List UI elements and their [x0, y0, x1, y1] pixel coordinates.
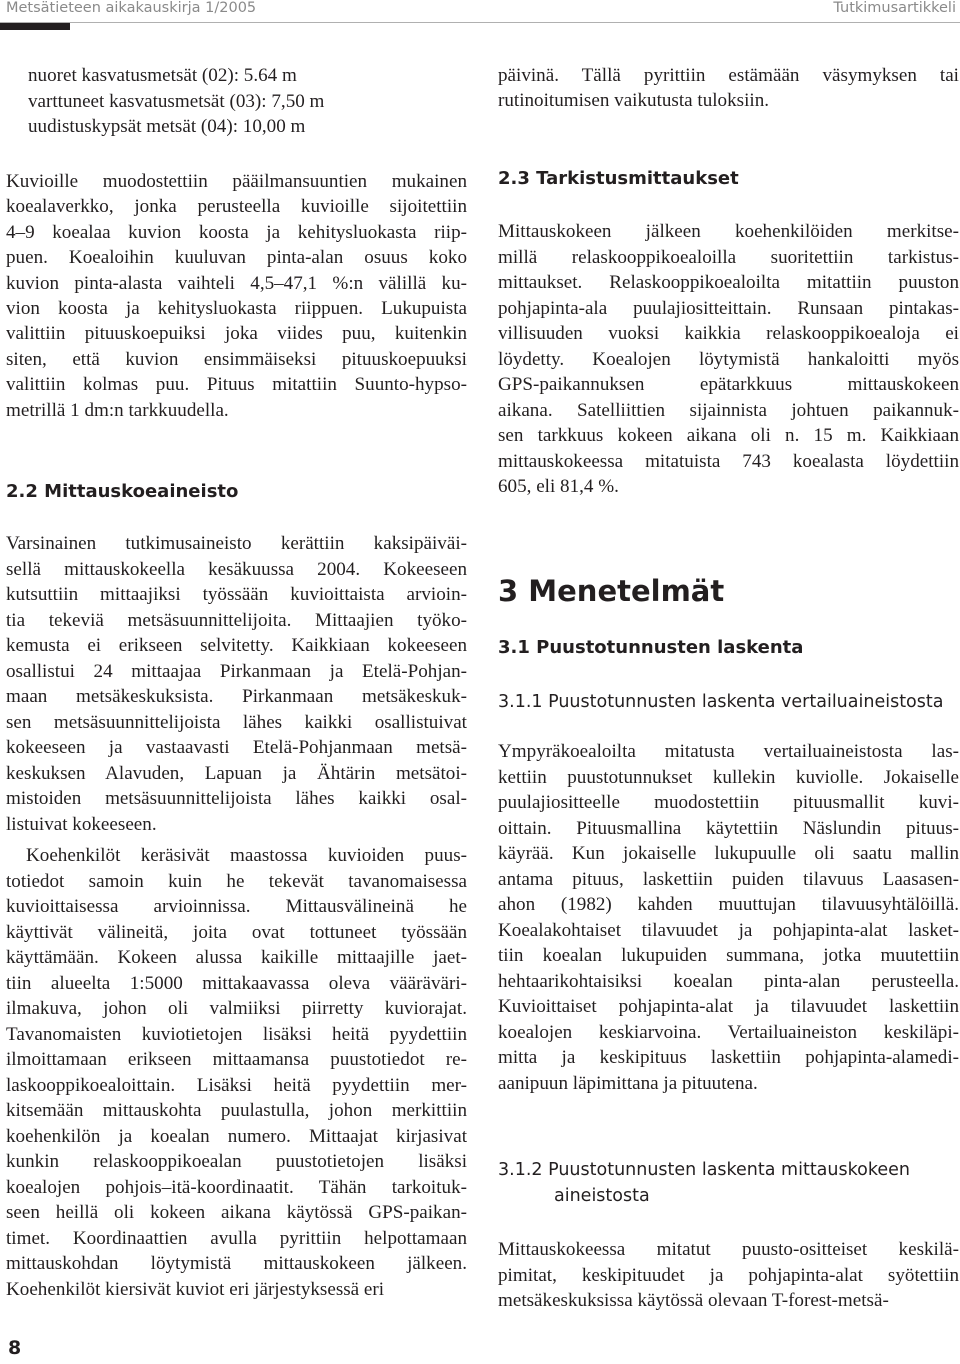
running-header: [0, 0, 960, 26]
text-line: 4–9 koealaa kuvion koosta ja kehitysluokasta riip-: [6, 221, 467, 243]
list-item: uudistuskypsät metsät (04): 10,00 m: [28, 116, 306, 137]
text-line: koealojen pohjois–itä-koordinaatit. Tähän tarkoituk-: [6, 1176, 467, 1198]
text-line: villisuuden vuoksi kaikkia relaskooppikoealoja ei: [498, 323, 959, 344]
text-line: kettiin puustotunnukset kullekin kuviolle. Jokaiselle: [498, 766, 959, 788]
text-line: valittiin kolmas puu. Pituus mitattiin Suunto-hypso-: [6, 374, 467, 396]
text-line: vion koosta ja kehitysluokasta riippuen. Lukupuista: [6, 298, 467, 319]
list-item: varttuneet kasvatusmetsät (03): 7,50 m: [28, 91, 325, 112]
text-line: mittauskokeessa mitatuista 743 koealasta löydettiin: [498, 450, 959, 472]
heading-3-1-2: 3.1.2 Puustotunnusten laskenta mittauskokeen: [498, 1160, 910, 1180]
text-line: siten, että kuvion ensimmäiseksi pituuskoepuuksi: [6, 348, 467, 370]
text-line: hehtaarikohtaisiksi koealan pinta-alan perusteella.: [498, 970, 959, 992]
text-line: käyttämään. Kokeen alussa kaikille mittaajille jaet-: [6, 947, 467, 968]
text-line: Ympyräkoealoilta mitatusta vertailuaineistosta las-: [498, 741, 959, 762]
text-line: kitsemään mittauskohta puulastulla, johon merkittiin: [6, 1100, 467, 1121]
text-line: puulajiositteelle muodostettiin pituusmallit kuvi-: [498, 792, 959, 813]
text-line: Koehenkilöt kiersivät kuviot eri järjestyksessä eri: [6, 1278, 385, 1300]
text-line: kuvion pinta-alasta vaihteli 4,5–47,1 %:n välillä ku-: [6, 272, 467, 294]
text-line: kokeeseen ja vastaavasti Etelä-Pohjanmaan metsä-: [6, 737, 467, 758]
heading-3-1-1: 3.1.1 Puustotunnusten laskenta vertailuaineistosta: [498, 692, 944, 712]
text-line: mittauskohdan löytymistä mittauskokeen jälkeen.: [6, 1253, 467, 1274]
text-line: keskuksen Alavuden, Lapuan ja Ähtärin metsätoi-: [6, 762, 467, 784]
text-line: Mittauskokeessa mitatut puusto-ositteiset keskilä-: [498, 1239, 959, 1260]
text-line: antama pituus, laskettiin puiden tilavuus Laasasen-: [498, 868, 959, 890]
text-line: totiedot samoin kuin he tekevät tavanomaisessa: [6, 870, 467, 892]
text-line: kutsuttiin mittaajiksi työssään kuvioittaista arvioin-: [6, 584, 467, 605]
text-line: käyttivät välineitä, joita ovat tottuneet työssään: [6, 921, 467, 943]
text-line: koehenkilön ja koealan numero. Mittaajat kirjasivat: [6, 1125, 467, 1147]
heading-3: 3 Menetelmät: [498, 574, 725, 608]
text-line: tia tekeviä metsäsuunnittelijoita. Mittaajien työko-: [6, 609, 467, 631]
text-line: metrillä 1 dm:n tarkkuudella.: [6, 399, 229, 421]
text-line: tiin alueelta 1:5000 mittakaavassa oleva vääräväri-: [6, 972, 467, 994]
header-rule: [0, 22, 960, 23]
text-line: löydetty. Koealojen löytymistä hankaloitti myös: [498, 348, 959, 370]
text-line: GPS-paikannuksen epätarkkuus mittauskokeen: [498, 374, 959, 395]
text-line: oittain. Pituusmallina käytettiin Näslundin pituus-: [498, 817, 959, 839]
text-line: käyrää. Kun jokaiselle lukupuulle oli saatu mallin: [498, 843, 959, 864]
text-line: aanipuun läpimittana ja pituutena.: [498, 1072, 758, 1094]
text-line: kuvioittaisessa arvioinnissa. Mittausvälineinä he: [6, 896, 467, 917]
text-line: millä relaskooppikoealoilla suoritettiin tarkistus-: [498, 246, 959, 268]
header-accent-block: [0, 23, 70, 30]
text-line: kemusta ei erikseen selvitetty. Kaikkiaan kokeeseen: [6, 635, 467, 656]
text-line: ilmakuva, johon oli valmiiksi piirretty kuviorajat.: [6, 998, 467, 1019]
text-line: mitta ja keskipituus laskettiin pohjapinta-alamedi-: [498, 1047, 959, 1068]
heading-3-1: 3.1 Puustotunnusten laskenta: [498, 637, 804, 658]
text-line: sen metsäsuunnittelijoista lähes kaikki osallistuivat: [6, 711, 467, 733]
list-item: nuoret kasvatusmetsät (02): 5.64 m: [28, 65, 297, 86]
text-line: mistoiden metsäsuunnittelijoista lähes kaikki osal-: [6, 788, 467, 809]
text-line: ilmoittamaan erikseen mittaamansa puustotiedot re-: [6, 1049, 467, 1070]
text-line: listuivat kokeeseen.: [6, 813, 157, 835]
text-line: osallistui 24 mittaajaa Pirkanmaan ja Etelä-Pohjan-: [6, 660, 467, 682]
text-line: koealojen keskiarvoina. Vertailuaineiston keskiläpi-: [498, 1021, 959, 1043]
text-line: pohjapinta-ala puulajiositteittain. Runsaan pintakas-: [498, 297, 959, 319]
heading-2-2: 2.2 Mittauskoeaineisto: [6, 481, 239, 502]
text-line: laskooppikoealoittain. Lisäksi heitä pyydettiin mer-: [6, 1074, 467, 1096]
text-line: pimitat, keskipituudet ja pohjapinta-alat syötettiin: [498, 1264, 959, 1286]
text-line: sen tarkkuus kokeen aikana oli n. 15 m. Kaikkiaan: [498, 425, 959, 446]
text-line: 605, eli 81,4 %.: [498, 476, 619, 497]
text-line: Koealakohtaiset tilavuudet ja pohjapinta-alat lasket-: [498, 919, 959, 941]
text-line: Kuvioittaiset pohjapinta-alat ja tilavuudet laskettiin: [498, 996, 959, 1017]
text-line: tiin koealan lukupuiden summana, jotka muutettiin: [498, 945, 959, 966]
text-line: sellä mittauskokeella kesäkuussa 2004. Kokeeseen: [6, 558, 467, 580]
page-number: 8: [8, 1337, 22, 1359]
section-label: Tutkimusartikkeli: [833, 0, 956, 16]
text-line: maan metsäkeskuksista. Pirkanmaan metsäkeskuk-: [6, 686, 467, 707]
text-line: kunkin relaskooppikoealan puustotietojen lisäksi: [6, 1151, 467, 1172]
text-line: puen. Koealoihin kuuluvan pinta-alan osuus koko: [6, 247, 467, 269]
text-line: Tavanomaisten kuviotietojen lisäksi heitä pyydettiin: [6, 1023, 467, 1045]
text-line: aikana. Satelliittien sijainnista johtuen paikannuk-: [498, 399, 959, 421]
text-line: Mittauskokeen jälkeen koehenkilöiden merkitse-: [498, 221, 959, 242]
text-line: seen heillä oli kokeen aikana käytössä GPS-paikan-: [6, 1202, 467, 1223]
journal-title: Metsätieteen aikakauskirja 1/2005: [6, 0, 257, 16]
text-line: päivinä. Tällä pyrittiin estämään väsymyksen tai: [498, 65, 959, 86]
text-line: Kuvioille muodostettiin pääilmansuuntien mukainen: [6, 171, 467, 192]
text-line: valittiin pituuskoepuiksi joka viides puu, kuitenkin: [6, 323, 467, 345]
text-line: Varsinainen tutkimusaineisto kerättiin kaksipäiväi-: [6, 533, 467, 554]
text-line: rutinoitumisen vaikutusta tuloksiin.: [498, 90, 770, 112]
text-line: metsäkeskuksissa käytössä olevaan T-forest-metsä-: [498, 1290, 889, 1311]
text-line: koealaverkko, jonka perusteella kuvioille sijoitettiin: [6, 196, 467, 218]
heading-3-1-2-cont: aineistosta: [554, 1186, 650, 1206]
text-line: Koehenkilöt keräsivät maastossa kuvioiden puus-: [26, 845, 467, 866]
text-line: mittaukset. Relaskooppikoealoilta mitattiin puuston: [498, 272, 959, 293]
text-line: ahon (1982) kahden muuttujan tilavuusyhtälöillä.: [498, 894, 959, 915]
heading-2-3: 2.3 Tarkistusmittaukset: [498, 168, 739, 189]
text-line: timet. Koordinaattien avulla pyrittiin helpottamaan: [6, 1227, 467, 1249]
